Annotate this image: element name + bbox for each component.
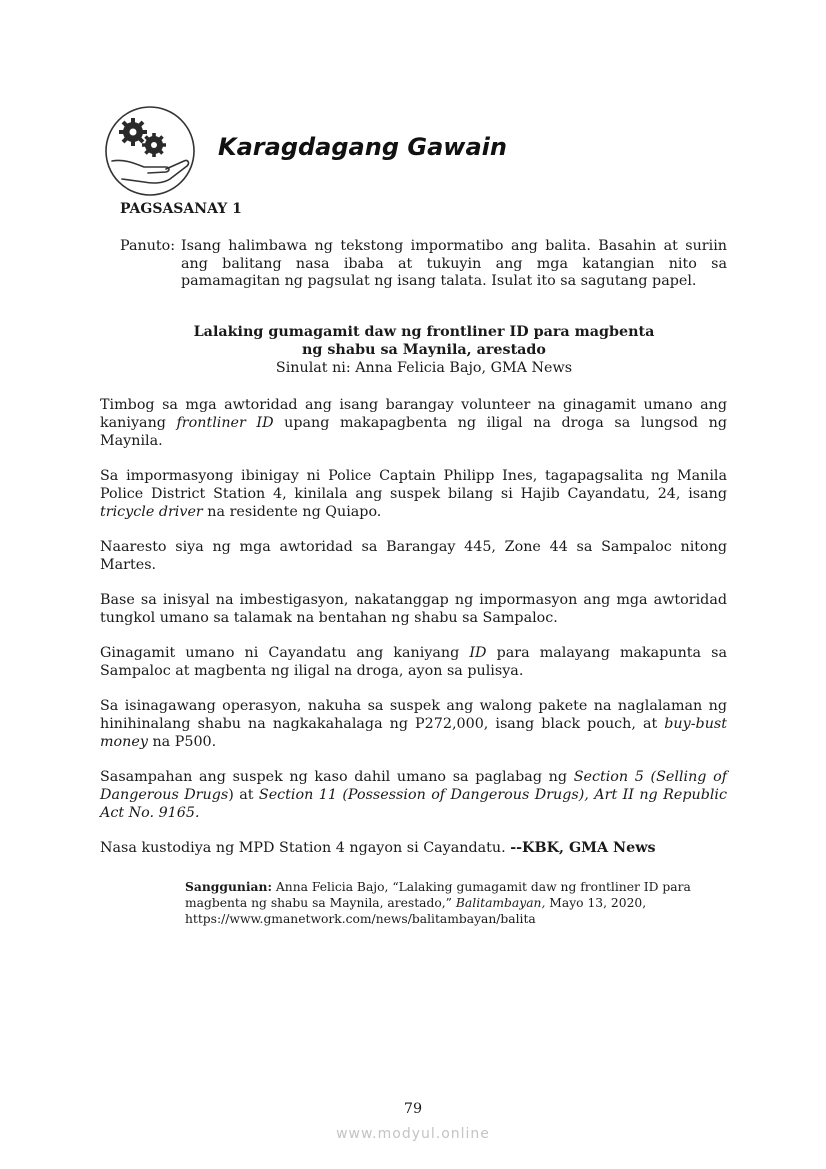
instruction-label: Panuto: [120,238,176,254]
page-number: 79 [403,1101,423,1117]
article-title [150,323,698,359]
article-paragraph: Nasa kustodiya ng MPD Station 4 ngayon si Cayandatu. --KBK, GMA News [100,840,656,856]
article-paragraph: Ginagamit umano ni Cayandatu ang kaniyang ID para malayang makapunta sa Sampaloc at magbenta ng iligal na droga, ayon sa pulisya. [100,645,727,679]
section-title: Karagdagang Gawain [218,133,507,161]
article-paragraph: Naaresto siya ng mga awtoridad sa Barangay 445, Zone 44 sa Sampaloc nitong Martes. [100,539,727,573]
article-body [100,396,727,874]
article-paragraph: Sasampahan ang suspek ng kaso dahil umano sa paglabag ng Section 5 (Selling of Dangerous Drugs) at Section 11 (Possession of Dangerous Drugs), Art II ng Republic Act No. 9165. [100,769,727,821]
article-paragraph: Base sa inisyal na imbestigasyon, nakatanggap ng impormasyon ang mga awtoridad tungkol umano sa talamak na bentahan ng shabu sa Sampaloc. [100,592,727,626]
article-paragraph: Timbog sa mga awtoridad ang isang barangay volunteer na ginagamit umano ang kaniyang frontliner ID upang makapagbenta ng iligal na droga sa lungsod ng Maynila. [100,397,727,449]
source-label: Sanggunian: [185,879,272,894]
exercise-label: PAGSASANAY 1 [120,201,242,217]
article-byline: Sinulat ni: Anna Felicia Bajo, GMA News [275,360,573,376]
source-citation: Sanggunian: Anna Felicia Bajo, “Lalaking gumagamit daw ng frontliner ID para magbenta ng shabu sa Maynila, arestado,” Balitambayan, Mayo 13, 2020, https://www.gmanetwork.com/news/balitambayan/balita [185,879,691,926]
source-publication: Balitambayan, [455,896,546,910]
article-paragraph: Sa impormasyong ibinigay ni Police Captain Philipp Ines, tagapagsalita ng Manila Police District Station 4, kinilala ang suspek bilang si Hajib Cayandatu, 24, isang tricycle driver na residente ng Quiapo. [100,468,727,520]
watermark: www.modyul.online [336,1126,490,1142]
instructions [120,238,727,291]
instruction-text: Isang halimbawa ng tekstong impormatibo ang balita. Basahin at suriin ang balitang nasa ibaba at tukuyin ang mga katangian nito sa pamamagitan ng pagsulat ng isang talata. Isulat ito sa sagutang papel. [181,238,727,289]
article-title-line-1: Lalaking gumagamit daw ng frontliner ID para magbenta [193,324,655,340]
article-title-line-2: ng shabu sa Maynila, arestado [302,342,546,358]
article-credit: --KBK, GMA News [510,840,656,856]
gears-in-hand-icon [104,105,196,197]
article-paragraph: Sa isinagawang operasyon, nakuha sa suspek ang walong pakete na naglalaman ng hinihinalang shabu na nagkakahalaga ng P272,000, isang black pouch, at buy-bust money na P500. [100,698,727,750]
